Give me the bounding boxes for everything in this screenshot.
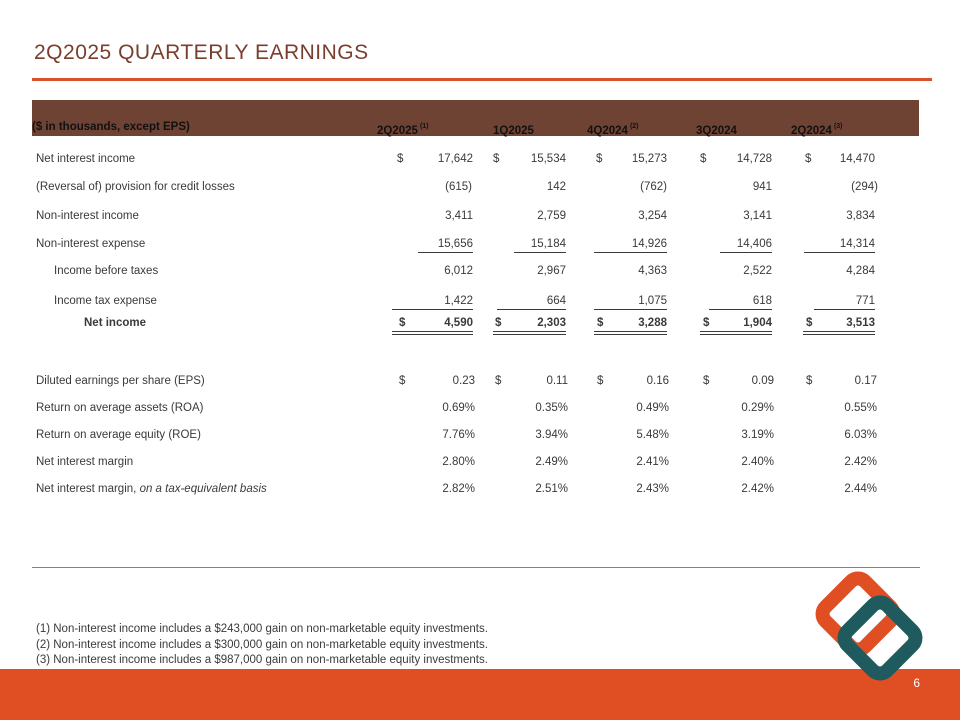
- cell-value: 3.19%: [741, 429, 774, 441]
- cell-value: 4,590: [444, 317, 473, 329]
- header-label: ($ in thousands, except EPS): [32, 121, 190, 133]
- row-label: Diluted earnings per share (EPS): [36, 375, 205, 387]
- cell-value: 0.16: [646, 375, 669, 387]
- cell-value: 0.11: [546, 375, 568, 387]
- cell-value: 2.44%: [844, 483, 877, 495]
- cell-value: 3,254: [638, 210, 667, 222]
- currency-symbol: $: [700, 153, 707, 165]
- underline: [392, 309, 473, 310]
- underline: [709, 309, 772, 310]
- table-row: [0, 429, 960, 445]
- table-row: [0, 317, 960, 333]
- table-row: [0, 238, 960, 254]
- cell-value: 1,904: [743, 317, 772, 329]
- cell-value: 2.43%: [636, 483, 669, 495]
- cell-value: 6,012: [444, 265, 473, 277]
- diamond-logo-icon: [802, 570, 938, 692]
- title-divider: [32, 78, 932, 81]
- currency-symbol: $: [805, 153, 812, 165]
- col-header-1q2025: 1Q2025: [493, 125, 534, 137]
- underline: [418, 252, 473, 253]
- cell-value: (615): [445, 181, 472, 193]
- underline: [594, 309, 667, 310]
- cell-value: 0.35%: [535, 402, 568, 414]
- currency-symbol: $: [495, 317, 502, 329]
- double-underline: [392, 331, 473, 335]
- col-header-4q2024: 4Q2024 $^{(2)}$: [587, 123, 639, 137]
- cell-value: 2,759: [537, 210, 566, 222]
- currency-symbol: $: [493, 153, 500, 165]
- double-underline: [700, 331, 772, 335]
- currency-symbol: $: [597, 375, 604, 387]
- underline: [497, 309, 566, 310]
- currency-symbol: $: [703, 375, 710, 387]
- cell-value: 7.76%: [442, 429, 475, 441]
- cell-value: 618: [752, 295, 772, 307]
- cell-value: 2.82%: [442, 483, 475, 495]
- cell-value: 15,184: [530, 238, 566, 250]
- currency-symbol: $: [806, 375, 813, 387]
- underline: [594, 252, 667, 253]
- cell-value: 0.29%: [741, 402, 774, 414]
- cell-value: 941: [752, 181, 772, 193]
- cell-value: 0.09: [751, 375, 774, 387]
- currency-symbol: $: [397, 153, 404, 165]
- cell-value: 2.51%: [535, 483, 568, 495]
- row-label: Net interest income: [36, 153, 136, 165]
- table-row: [0, 295, 960, 311]
- footnote: (2) Non-interest income includes a $300,000 gain on non-marketable equity investments.: [36, 638, 488, 651]
- cell-value: 15,273: [631, 153, 667, 165]
- footnote: (3) Non-interest income includes a $987,000 gain on non-marketable equity investments.: [36, 654, 488, 666]
- cell-value: 6.03%: [844, 429, 877, 441]
- cell-value: 2.41%: [636, 456, 669, 468]
- cell-value: 0.69%: [442, 402, 475, 414]
- row-label: Income tax expense: [54, 295, 157, 307]
- cell-value: 14,406: [736, 238, 772, 250]
- row-label: Non-interest income: [36, 210, 139, 222]
- cell-value: 2,967: [537, 265, 566, 277]
- double-underline: [493, 331, 566, 335]
- col-header-2q2025: 2Q2025 $^{(1)}$: [377, 123, 429, 137]
- cell-value: 15,656: [437, 238, 473, 250]
- underline: [514, 252, 566, 253]
- cell-value: 14,470: [839, 153, 875, 165]
- table-row: [0, 210, 960, 226]
- cell-value: 3,513: [846, 317, 875, 329]
- cell-value: 15,534: [530, 153, 566, 165]
- double-underline: [803, 331, 875, 335]
- currency-symbol: $: [399, 375, 406, 387]
- row-label: Income before taxes: [54, 265, 159, 277]
- cell-value: 0.55%: [844, 402, 877, 414]
- footnotes: [36, 622, 488, 669]
- cell-value: 2.49%: [535, 456, 568, 468]
- cell-value: 2.80%: [442, 456, 475, 468]
- cell-value: 4,284: [846, 265, 875, 277]
- cell-value: 3,288: [638, 317, 667, 329]
- cell-value: 1,075: [638, 295, 667, 307]
- cell-value: 3,411: [445, 210, 473, 222]
- cell-value: 3,141: [743, 210, 772, 222]
- page-number: 6: [913, 676, 920, 690]
- cell-value: (762): [640, 181, 667, 193]
- currency-symbol: $: [703, 317, 710, 329]
- cell-value: 17,642: [437, 153, 473, 165]
- table-row: [0, 265, 960, 281]
- currency-symbol: $: [399, 317, 406, 329]
- table-row: [0, 456, 960, 472]
- cell-value: 771: [855, 295, 875, 307]
- table-row: [0, 181, 960, 197]
- cell-value: 2.42%: [844, 456, 877, 468]
- row-label: Return on average assets (ROA): [36, 402, 204, 414]
- cell-value: 664: [546, 295, 566, 307]
- underline: [804, 252, 875, 253]
- cell-value: 4,363: [638, 265, 667, 277]
- cell-value: 14,728: [736, 153, 772, 165]
- cell-value: 0.23: [452, 375, 475, 387]
- cell-value: 0.49%: [636, 402, 669, 414]
- cell-value: 14,314: [839, 238, 875, 250]
- cell-value: 5.48%: [636, 429, 669, 441]
- cell-value: 2.40%: [741, 456, 774, 468]
- cell-value: 2.42%: [741, 483, 774, 495]
- footnote: (1) Non-interest income includes a $243,000 gain on non-marketable equity investments.: [36, 623, 488, 635]
- underline: [814, 309, 875, 310]
- table-row: [0, 483, 960, 499]
- table-row: [0, 402, 960, 418]
- row-label-italic: on a tax-equivalent basis: [139, 483, 267, 495]
- cell-value: 142: [546, 181, 566, 193]
- table-row: [0, 375, 960, 391]
- currency-symbol: $: [495, 375, 502, 387]
- double-underline: [594, 331, 667, 335]
- row-label: (Reversal of) provision for credit losses: [36, 181, 235, 193]
- cell-value: (294): [851, 181, 878, 193]
- row-label: Net income: [84, 317, 146, 329]
- row-label: Return on average equity (ROE): [36, 429, 201, 441]
- underline: [720, 252, 772, 253]
- row-label: Non-interest expense: [36, 238, 146, 250]
- cell-value: 14,926: [631, 238, 667, 250]
- currency-symbol: $: [596, 153, 603, 165]
- row-label: Net interest margin, on a tax-equivalent basis: [36, 483, 267, 495]
- col-header-2q2024: 2Q2024 $^{(3)}$: [791, 123, 843, 137]
- page-title: 2Q2025 QUARTERLY EARNINGS: [34, 41, 369, 64]
- cell-value: 2,522: [743, 265, 772, 277]
- table-header: [32, 100, 919, 136]
- cell-value: 2,303: [537, 317, 566, 329]
- table-row: [0, 153, 960, 169]
- cell-value: 3,834: [846, 210, 875, 222]
- cell-value: 1,422: [444, 295, 473, 307]
- cell-value: 0.17: [854, 375, 877, 387]
- col-header-3q2024: 3Q2024: [696, 125, 737, 137]
- footnote-divider: [32, 567, 920, 568]
- currency-symbol: $: [597, 317, 604, 329]
- currency-symbol: $: [806, 317, 813, 329]
- cell-value: 3.94%: [535, 429, 568, 441]
- row-label: Net interest margin: [36, 456, 134, 468]
